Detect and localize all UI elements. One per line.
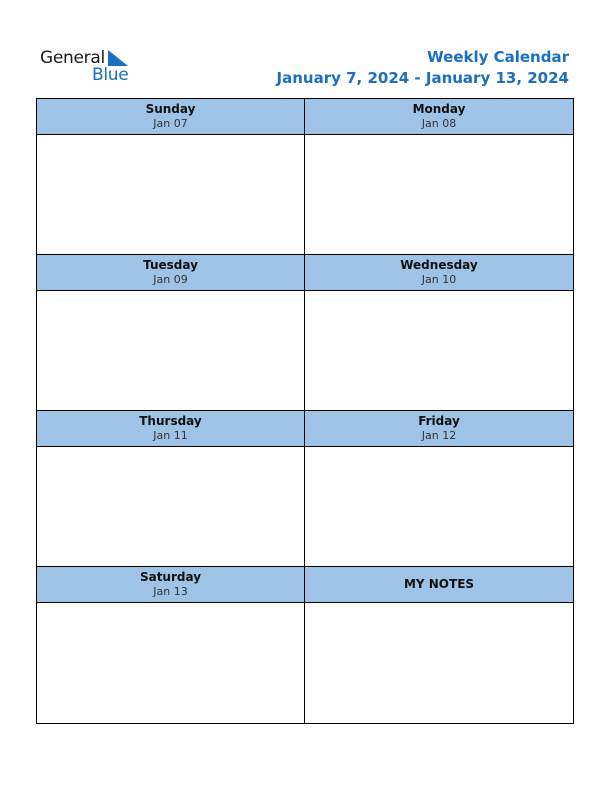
weekly-calendar-grid	[36, 98, 574, 724]
logo-blue-text: Blue	[92, 65, 129, 85]
day-name: Tuesday	[143, 258, 198, 272]
day-body[interactable]	[37, 447, 304, 566]
day-header	[305, 99, 573, 135]
day-body[interactable]	[37, 135, 304, 254]
day-name: Thursday	[139, 414, 202, 428]
day-date: Jan 07	[153, 117, 188, 130]
day-body[interactable]	[305, 135, 573, 254]
day-date: Jan 09	[153, 273, 188, 286]
day-header	[37, 411, 304, 447]
day-date: Jan 10	[421, 273, 457, 286]
notes-header	[305, 567, 573, 603]
day-body[interactable]	[37, 603, 304, 723]
logo-general-text: General	[40, 48, 105, 68]
day-name: Sunday	[145, 102, 196, 116]
day-cell-sunday[interactable]	[37, 99, 305, 255]
notes-body[interactable]	[305, 603, 573, 723]
day-date: Jan 08	[421, 117, 457, 130]
day-header	[37, 567, 304, 603]
day-date: Jan 13	[153, 585, 188, 598]
day-name: Monday	[412, 102, 466, 116]
day-name: Saturday	[139, 570, 202, 584]
page-title: Weekly Calendar	[427, 48, 569, 66]
day-cell-thursday[interactable]	[37, 411, 305, 567]
day-name: Friday	[418, 414, 460, 428]
day-header	[305, 255, 573, 291]
logo-triangle-icon	[108, 50, 128, 66]
day-cell-monday[interactable]	[305, 99, 573, 255]
date-range: January 7, 2024 - January 13, 2024	[276, 69, 569, 87]
day-date: Jan 11	[153, 429, 188, 442]
day-header	[37, 255, 304, 291]
day-cell-tuesday[interactable]	[37, 255, 305, 411]
day-name: Wednesday	[400, 258, 478, 272]
day-cell-saturday[interactable]	[37, 567, 305, 723]
day-body[interactable]	[305, 447, 573, 566]
day-date: Jan 12	[421, 429, 457, 442]
day-body[interactable]	[305, 291, 573, 410]
logo	[40, 48, 140, 88]
notes-cell[interactable]	[305, 567, 573, 723]
day-header	[37, 99, 304, 135]
day-cell-friday[interactable]	[305, 411, 573, 567]
notes-title: MY NOTES	[403, 577, 475, 591]
day-header	[305, 411, 573, 447]
day-body[interactable]	[37, 291, 304, 410]
day-cell-wednesday[interactable]	[305, 255, 573, 411]
